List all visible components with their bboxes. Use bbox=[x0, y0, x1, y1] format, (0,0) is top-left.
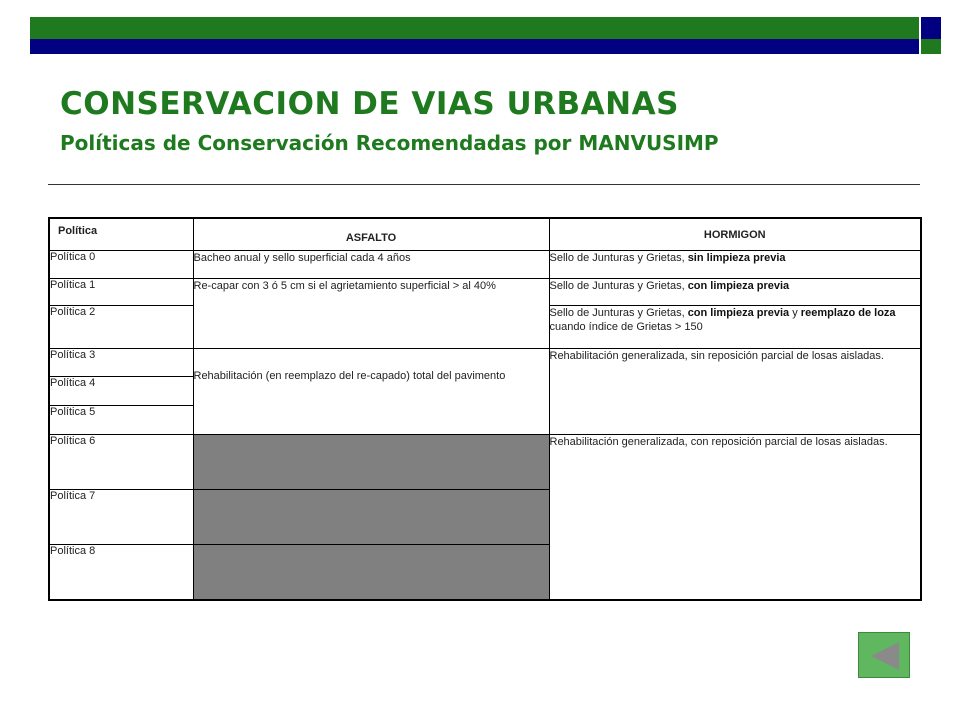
header-bar-green bbox=[30, 17, 919, 39]
header-policy: Política bbox=[49, 218, 193, 251]
policy-label: Política 4 bbox=[49, 377, 193, 406]
policy-label: Política 3 bbox=[49, 349, 193, 377]
policy-label: Política 6 bbox=[49, 435, 193, 490]
empty-gray-cell bbox=[193, 490, 549, 545]
concrete-cell: Sello de Junturas y Grietas, con limpieza previa y reemplazo de loza cuando índice de Grietas > 150 bbox=[549, 306, 921, 349]
concrete-cell: Sello de Junturas y Grietas, sin limpieza previa bbox=[549, 251, 921, 279]
table-header-row bbox=[49, 218, 921, 251]
table-row bbox=[49, 279, 921, 306]
header-bar-navy bbox=[30, 39, 919, 54]
empty-gray-cell bbox=[193, 435, 549, 490]
policy-label: Política 2 bbox=[49, 306, 193, 349]
asphalt-cell: Bacheo anual y sello superficial cada 4 años bbox=[193, 251, 549, 279]
empty-gray-cell bbox=[193, 545, 549, 600]
divider bbox=[48, 184, 920, 185]
slide-subtitle: Políticas de Conservación Recomendadas por MANVUSIMP bbox=[60, 131, 719, 155]
concrete-cell: Rehabilitación generalizada, con reposición parcial de losas aisladas. bbox=[549, 435, 921, 600]
table-row bbox=[49, 435, 921, 490]
table-row bbox=[49, 349, 921, 377]
policy-label: Política 0 bbox=[49, 251, 193, 279]
back-arrow-icon bbox=[859, 633, 911, 679]
header-square-navy bbox=[921, 17, 941, 39]
header-square-green bbox=[921, 39, 941, 54]
asphalt-cell: Rehabilitación (en reemplazo del re-capado) total del pavimento bbox=[193, 349, 549, 435]
header-concrete: HORMIGON bbox=[549, 218, 921, 251]
asphalt-cell: Re-capar con 3 ó 5 cm si el agrietamiento superficial > al 40% bbox=[193, 279, 549, 349]
policy-table bbox=[48, 217, 922, 601]
header-asphalt: ASFALTO bbox=[193, 218, 549, 251]
back-button[interactable] bbox=[858, 632, 910, 678]
table-row bbox=[49, 251, 921, 279]
policy-label: Política 1 bbox=[49, 279, 193, 306]
concrete-cell: Rehabilitación generalizada, sin reposición parcial de losas aisladas. bbox=[549, 349, 921, 435]
concrete-cell: Sello de Junturas y Grietas, con limpieza previa bbox=[549, 279, 921, 306]
slide-title: CONSERVACION DE VIAS URBANAS bbox=[60, 86, 679, 122]
policy-label: Política 5 bbox=[49, 406, 193, 435]
policy-label: Política 7 bbox=[49, 490, 193, 545]
policy-label: Política 8 bbox=[49, 545, 193, 600]
